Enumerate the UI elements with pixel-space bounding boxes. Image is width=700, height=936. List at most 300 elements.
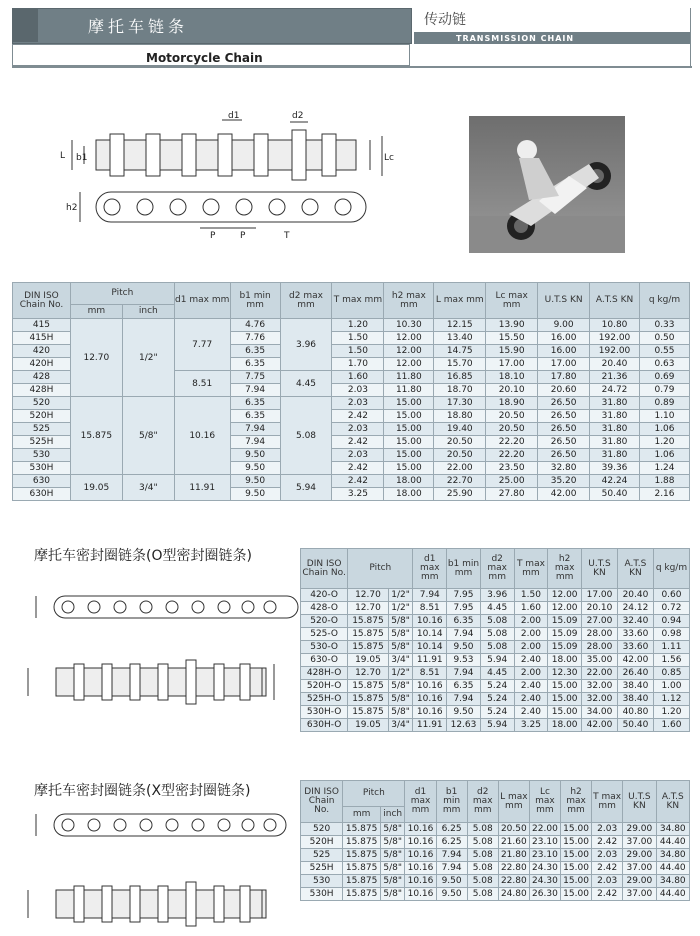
table-cell: 42.00 bbox=[538, 488, 590, 501]
table-cell: 23.10 bbox=[529, 836, 560, 849]
table-cell: 20.50 bbox=[498, 823, 529, 836]
x-col-pitch-mm: mm bbox=[343, 807, 381, 823]
table-cell: 15.875 bbox=[70, 397, 122, 475]
table-cell: 29.00 bbox=[623, 875, 656, 888]
table-cell: 28.00 bbox=[582, 641, 618, 654]
table-cell: 15.70 bbox=[434, 358, 486, 371]
table-cell: 1.20 bbox=[640, 436, 690, 449]
diagram-label-b1: b1 bbox=[76, 153, 88, 163]
table-row bbox=[301, 849, 690, 862]
table-cell: 15.00 bbox=[548, 693, 582, 706]
table-cell: 5.94 bbox=[480, 719, 514, 732]
table-cell: 525H bbox=[301, 862, 343, 875]
table-cell: 15.875 bbox=[348, 641, 388, 654]
table-cell: 25.00 bbox=[486, 475, 538, 488]
table-cell: 15.875 bbox=[348, 693, 388, 706]
table-cell: 15.00 bbox=[560, 849, 591, 862]
table-cell: 7.94 bbox=[413, 589, 447, 602]
table-cell: 525 bbox=[13, 423, 71, 436]
table-cell: 24.30 bbox=[529, 875, 560, 888]
table-cell: 15.90 bbox=[486, 345, 538, 358]
col-h2: h2 max mm bbox=[384, 283, 434, 319]
table-cell: 5.08 bbox=[467, 862, 498, 875]
table-cell: 20.40 bbox=[617, 589, 653, 602]
table-cell: 13.90 bbox=[486, 319, 538, 332]
table-cell: 7.94 bbox=[447, 693, 481, 706]
table-cell: 8.51 bbox=[413, 602, 447, 615]
table-cell: 5/8" bbox=[381, 823, 405, 836]
table-cell: 1.06 bbox=[640, 449, 690, 462]
table-cell: 11.80 bbox=[384, 384, 434, 397]
table-cell: 630-O bbox=[301, 654, 348, 667]
table-row bbox=[301, 836, 690, 849]
table-cell: 18.00 bbox=[384, 475, 434, 488]
table-cell: 5.08 bbox=[467, 823, 498, 836]
table-cell: 14.75 bbox=[434, 345, 486, 358]
table-cell: 12.15 bbox=[434, 319, 486, 332]
table-cell: 12.70 bbox=[348, 667, 388, 680]
table-cell: 5.94 bbox=[280, 475, 332, 501]
table-cell: 1.88 bbox=[640, 475, 690, 488]
table-cell: 2.03 bbox=[332, 397, 384, 410]
table-cell: 5/8" bbox=[381, 875, 405, 888]
diagram-label-d1: d1 bbox=[228, 111, 240, 121]
table-cell: 42.24 bbox=[590, 475, 640, 488]
table-cell: 22.80 bbox=[498, 875, 529, 888]
table-cell: 33.60 bbox=[617, 641, 653, 654]
category-title-cn: 传动链 bbox=[424, 12, 466, 28]
table-cell: 5/8" bbox=[388, 680, 413, 693]
category-title-en: TRANSMISSION CHAIN bbox=[456, 34, 575, 43]
diagram-label-p1: P bbox=[210, 231, 216, 241]
table-cell: 0.79 bbox=[640, 384, 690, 397]
table-row bbox=[301, 680, 690, 693]
table-cell: 9.50 bbox=[230, 462, 280, 475]
table-cell: 0.94 bbox=[653, 615, 689, 628]
table-cell: 20.50 bbox=[434, 449, 486, 462]
x-col-h2: h2 max mm bbox=[560, 781, 591, 823]
table-cell: 15.875 bbox=[343, 823, 381, 836]
table-cell: 7.95 bbox=[447, 589, 481, 602]
table-cell: 520 bbox=[13, 397, 71, 410]
table-cell: 20.10 bbox=[582, 602, 618, 615]
table-cell: 35.00 bbox=[582, 654, 618, 667]
table-cell: 26.50 bbox=[538, 410, 590, 423]
table-cell: 26.50 bbox=[538, 423, 590, 436]
table-cell: 520-O bbox=[301, 615, 348, 628]
table-cell: 1/2" bbox=[388, 602, 413, 615]
table-cell: 0.55 bbox=[640, 345, 690, 358]
table-cell: 23.50 bbox=[486, 462, 538, 475]
table-cell: 17.80 bbox=[538, 371, 590, 384]
table-cell: 525 bbox=[301, 849, 343, 862]
table-cell: 37.00 bbox=[623, 862, 656, 875]
x-col-uts: U.T.S KN bbox=[623, 781, 656, 823]
table-cell: 415H bbox=[13, 332, 71, 345]
table-cell: 6.35 bbox=[230, 358, 280, 371]
table-cell: 15.875 bbox=[343, 888, 381, 901]
table-cell: 15.00 bbox=[548, 680, 582, 693]
table-cell: 2.03 bbox=[592, 823, 623, 836]
table-cell: 31.80 bbox=[590, 436, 640, 449]
table-cell: 15.875 bbox=[348, 615, 388, 628]
table-cell: 530H bbox=[301, 888, 343, 901]
table-cell: 1.70 bbox=[332, 358, 384, 371]
table-cell: 15.50 bbox=[486, 332, 538, 345]
table-cell: 5/8" bbox=[388, 641, 413, 654]
table-cell: 2.03 bbox=[332, 423, 384, 436]
table-cell: 26.50 bbox=[538, 397, 590, 410]
table-cell: 1/2" bbox=[122, 319, 174, 397]
table-cell: 50.40 bbox=[590, 488, 640, 501]
table-cell: 24.12 bbox=[617, 602, 653, 615]
table-cell: 7.94 bbox=[436, 849, 467, 862]
table-cell: 428 bbox=[13, 371, 71, 384]
table-cell: 4.76 bbox=[230, 319, 280, 332]
chain-diagram-o-ring bbox=[26, 584, 298, 714]
table-cell: 7.94 bbox=[447, 628, 481, 641]
table-cell: 27.80 bbox=[486, 488, 538, 501]
table-cell: 11.91 bbox=[413, 654, 447, 667]
table-cell: 2.42 bbox=[592, 888, 623, 901]
table-cell: 4.45 bbox=[280, 371, 332, 397]
table-cell: 5/8" bbox=[388, 615, 413, 628]
table-cell: 17.00 bbox=[582, 589, 618, 602]
header-accent bbox=[12, 8, 38, 42]
table-cell: 4.45 bbox=[480, 667, 514, 680]
table-cell: 1.20 bbox=[653, 706, 689, 719]
table-cell: 2.42 bbox=[332, 410, 384, 423]
chain-diagram-x-ring bbox=[26, 808, 298, 934]
table-row bbox=[301, 693, 690, 706]
table-cell: 18.00 bbox=[548, 654, 582, 667]
table-cell: 20.50 bbox=[486, 410, 538, 423]
table-cell: 6.25 bbox=[436, 836, 467, 849]
table-row bbox=[301, 641, 690, 654]
table-cell: 22.70 bbox=[434, 475, 486, 488]
table-cell: 19.05 bbox=[348, 654, 388, 667]
table-row bbox=[301, 706, 690, 719]
table-cell: 40.80 bbox=[617, 706, 653, 719]
table-row bbox=[301, 615, 690, 628]
table-cell: 1.10 bbox=[640, 410, 690, 423]
table-cell: 1.50 bbox=[332, 332, 384, 345]
table-cell: 20.50 bbox=[486, 423, 538, 436]
table-cell: 38.40 bbox=[617, 680, 653, 693]
col-Lc: Lc max mm bbox=[486, 283, 538, 319]
table-cell: 5/8" bbox=[381, 849, 405, 862]
table-cell: 12.30 bbox=[548, 667, 582, 680]
table-cell: 9.50 bbox=[230, 475, 280, 488]
table-row bbox=[301, 602, 690, 615]
table-cell: 22.00 bbox=[434, 462, 486, 475]
table-cell: 1.06 bbox=[640, 423, 690, 436]
table-cell: 15.00 bbox=[384, 397, 434, 410]
x-col-din: DIN ISO Chain No. bbox=[301, 781, 343, 823]
table-cell: 530-O bbox=[301, 641, 348, 654]
table-cell: 21.60 bbox=[498, 836, 529, 849]
diagram-label-L: L bbox=[60, 151, 66, 161]
table-cell: 24.72 bbox=[590, 384, 640, 397]
table-cell: 530 bbox=[301, 875, 343, 888]
spec-table-main bbox=[12, 282, 690, 501]
table-cell: 37.00 bbox=[623, 836, 656, 849]
table-cell: 5.94 bbox=[480, 654, 514, 667]
diagram-label-p2: P bbox=[240, 231, 246, 241]
table-cell: 5.24 bbox=[480, 693, 514, 706]
table-cell: 15.875 bbox=[343, 862, 381, 875]
section-title-o-ring: 摩托车密封圈链条(O型密封圈链条) bbox=[34, 548, 252, 564]
table-cell: 18.00 bbox=[384, 488, 434, 501]
o-col-ats: A.T.S KN bbox=[617, 549, 653, 589]
table-cell: 12.63 bbox=[447, 719, 481, 732]
table-cell: 3/4" bbox=[388, 654, 413, 667]
table-cell: 2.16 bbox=[640, 488, 690, 501]
table-cell: 525H-O bbox=[301, 693, 348, 706]
table-cell: 5/8" bbox=[381, 862, 405, 875]
table-cell: 34.00 bbox=[582, 706, 618, 719]
table-cell: 15.00 bbox=[560, 875, 591, 888]
table-cell: 2.03 bbox=[332, 449, 384, 462]
table-cell: 192.00 bbox=[590, 345, 640, 358]
table-cell: 520H bbox=[13, 410, 71, 423]
table-cell: 17.00 bbox=[538, 358, 590, 371]
table-cell: 3/4" bbox=[388, 719, 413, 732]
table-cell: 18.70 bbox=[434, 384, 486, 397]
table-cell: 1/2" bbox=[388, 667, 413, 680]
table-cell: 6.35 bbox=[447, 680, 481, 693]
table-cell: 3.25 bbox=[332, 488, 384, 501]
table-cell: 15.09 bbox=[548, 615, 582, 628]
diagram-label-h2: h2 bbox=[66, 203, 78, 213]
table-cell: 42.00 bbox=[582, 719, 618, 732]
table-cell: 2.42 bbox=[332, 436, 384, 449]
table-cell: 6.25 bbox=[436, 823, 467, 836]
table-cell: 7.94 bbox=[230, 436, 280, 449]
table-cell: 10.16 bbox=[405, 836, 436, 849]
table-cell: 520 bbox=[301, 823, 343, 836]
table-cell: 16.00 bbox=[538, 345, 590, 358]
table-cell: 520H-O bbox=[301, 680, 348, 693]
table-cell: 24.30 bbox=[529, 862, 560, 875]
table-cell: 428H bbox=[13, 384, 71, 397]
table-cell: 5.24 bbox=[480, 680, 514, 693]
table-row bbox=[13, 475, 690, 488]
table-cell: 1.50 bbox=[514, 589, 548, 602]
table-cell: 2.03 bbox=[332, 384, 384, 397]
table-cell: 35.20 bbox=[538, 475, 590, 488]
table-cell: 32.00 bbox=[582, 693, 618, 706]
table-cell: 7.94 bbox=[230, 384, 280, 397]
table-cell: 18.10 bbox=[486, 371, 538, 384]
table-cell: 24.80 bbox=[498, 888, 529, 901]
table-cell: 10.14 bbox=[413, 641, 447, 654]
table-cell: 5.24 bbox=[480, 706, 514, 719]
table-cell: 26.30 bbox=[529, 888, 560, 901]
table-cell: 5.08 bbox=[480, 615, 514, 628]
table-cell: 2.42 bbox=[592, 862, 623, 875]
table-cell: 12.70 bbox=[348, 602, 388, 615]
table-cell: 3.25 bbox=[514, 719, 548, 732]
col-b1: b1 min mm bbox=[230, 283, 280, 319]
motorcycle-photo bbox=[469, 116, 625, 253]
diagram-label-Lc: Lc bbox=[384, 153, 394, 163]
table-cell: 7.95 bbox=[447, 602, 481, 615]
table-cell: 1.24 bbox=[640, 462, 690, 475]
table-cell: 26.50 bbox=[538, 449, 590, 462]
section-title-x-ring: 摩托车密封圈链条(X型密封圈链条) bbox=[34, 783, 251, 799]
table-cell: 2.40 bbox=[514, 654, 548, 667]
o-col-h2: h2 max mm bbox=[548, 549, 582, 589]
table-cell: 15.00 bbox=[560, 862, 591, 875]
table-cell: 39.36 bbox=[590, 462, 640, 475]
table-cell: 34.80 bbox=[656, 875, 689, 888]
table-cell: 19.05 bbox=[348, 719, 388, 732]
col-d1: d1 max mm bbox=[174, 283, 230, 319]
table-cell: 7.94 bbox=[230, 423, 280, 436]
col-pitch-mm: mm bbox=[70, 305, 122, 319]
table-cell: 15.00 bbox=[560, 823, 591, 836]
table-cell: 530 bbox=[13, 449, 71, 462]
table-row bbox=[301, 589, 690, 602]
header-bar bbox=[12, 8, 412, 44]
table-cell: 15.00 bbox=[384, 410, 434, 423]
table-cell: 20.10 bbox=[486, 384, 538, 397]
table-cell: 630H bbox=[13, 488, 71, 501]
table-cell: 10.16 bbox=[405, 862, 436, 875]
table-cell: 0.85 bbox=[653, 667, 689, 680]
table-cell: 5/8" bbox=[122, 397, 174, 475]
table-cell: 15.09 bbox=[548, 641, 582, 654]
table-cell: 0.50 bbox=[640, 332, 690, 345]
table-cell: 12.00 bbox=[384, 358, 434, 371]
table-cell: 15.00 bbox=[384, 462, 434, 475]
table-cell: 0.33 bbox=[640, 319, 690, 332]
table-cell: 44.40 bbox=[656, 836, 689, 849]
x-col-L: L max mm bbox=[498, 781, 529, 823]
table-cell: 15.00 bbox=[560, 888, 591, 901]
table-cell: 11.91 bbox=[174, 475, 230, 501]
table-cell: 11.80 bbox=[384, 371, 434, 384]
table-cell: 10.16 bbox=[405, 875, 436, 888]
table-cell: 31.80 bbox=[590, 449, 640, 462]
table-cell: 9.50 bbox=[447, 706, 481, 719]
table-cell: 10.16 bbox=[413, 680, 447, 693]
table-cell: 12.00 bbox=[548, 589, 582, 602]
table-cell: 50.40 bbox=[617, 719, 653, 732]
col-q: q kg/m bbox=[640, 283, 690, 319]
x-col-ats: A.T.S KN bbox=[656, 781, 689, 823]
table-cell: 16.85 bbox=[434, 371, 486, 384]
x-col-T: T max mm bbox=[592, 781, 623, 823]
table-cell: 6.35 bbox=[230, 345, 280, 358]
table-cell: 15.00 bbox=[384, 436, 434, 449]
table-cell: 0.60 bbox=[653, 589, 689, 602]
table-cell: 42.00 bbox=[617, 654, 653, 667]
o-col-din: DIN ISO Chain No. bbox=[301, 549, 348, 589]
table-cell: 4.45 bbox=[480, 602, 514, 615]
table-cell: 22.20 bbox=[486, 436, 538, 449]
table-cell: 9.53 bbox=[447, 654, 481, 667]
table-row bbox=[301, 667, 690, 680]
diagram-label-T: T bbox=[284, 231, 290, 241]
x-col-b1: b1 min mm bbox=[436, 781, 467, 823]
table-cell: 15.875 bbox=[348, 628, 388, 641]
table-cell: 5.08 bbox=[467, 888, 498, 901]
table-cell: 23.10 bbox=[529, 849, 560, 862]
table-row bbox=[13, 397, 690, 410]
table-cell: 17.00 bbox=[486, 358, 538, 371]
table-cell: 7.75 bbox=[230, 371, 280, 384]
table-cell: 9.50 bbox=[436, 888, 467, 901]
table-cell: 33.60 bbox=[617, 628, 653, 641]
table-cell: 1.11 bbox=[653, 641, 689, 654]
table-cell: 11.91 bbox=[413, 719, 447, 732]
table-cell: 2.03 bbox=[592, 849, 623, 862]
table-cell: 7.77 bbox=[174, 319, 230, 371]
table-cell: 5.08 bbox=[467, 875, 498, 888]
table-cell: 7.76 bbox=[230, 332, 280, 345]
table-cell: 31.80 bbox=[590, 397, 640, 410]
col-d2: d2 max mm bbox=[280, 283, 332, 319]
table-cell: 2.00 bbox=[514, 641, 548, 654]
table-row bbox=[301, 628, 690, 641]
o-col-T: T max mm bbox=[514, 549, 548, 589]
o-col-d1: d1 max mm bbox=[413, 549, 447, 589]
table-cell: 5/8" bbox=[381, 836, 405, 849]
table-cell: 192.00 bbox=[590, 332, 640, 345]
x-col-d2: d2 max mm bbox=[467, 781, 498, 823]
table-cell: 0.89 bbox=[640, 397, 690, 410]
table-cell: 2.03 bbox=[592, 875, 623, 888]
table-cell: 2.00 bbox=[514, 615, 548, 628]
table-cell: 630 bbox=[13, 475, 71, 488]
table-cell: 5/8" bbox=[388, 693, 413, 706]
table-cell: 6.35 bbox=[230, 397, 280, 410]
table-cell: 44.40 bbox=[656, 862, 689, 875]
x-col-d1: d1 max mm bbox=[405, 781, 436, 823]
table-cell: 2.40 bbox=[514, 693, 548, 706]
table-row bbox=[13, 319, 690, 332]
table-cell: 22.00 bbox=[529, 823, 560, 836]
table-cell: 9.50 bbox=[447, 641, 481, 654]
table-cell: 8.51 bbox=[413, 667, 447, 680]
table-cell: 630H-O bbox=[301, 719, 348, 732]
table-cell: 1.60 bbox=[653, 719, 689, 732]
col-pitch-inch: inch bbox=[122, 305, 174, 319]
header-underline bbox=[12, 66, 692, 68]
table-cell: 32.80 bbox=[538, 462, 590, 475]
table-cell: 28.00 bbox=[582, 628, 618, 641]
table-cell: 8.51 bbox=[174, 371, 230, 397]
table-cell: 1.00 bbox=[653, 680, 689, 693]
table-cell: 29.00 bbox=[623, 849, 656, 862]
table-cell: 13.40 bbox=[434, 332, 486, 345]
table-cell: 29.00 bbox=[623, 823, 656, 836]
table-cell: 5.08 bbox=[280, 397, 332, 475]
page-title-en: Motorcycle Chain bbox=[146, 51, 263, 65]
table-cell: 27.00 bbox=[582, 615, 618, 628]
o-col-b1: b1 min mm bbox=[447, 549, 481, 589]
table-cell: 9.50 bbox=[436, 875, 467, 888]
table-cell: 20.50 bbox=[434, 436, 486, 449]
page-title-cn: 摩托车链条 bbox=[88, 17, 189, 36]
table-cell: 16.00 bbox=[538, 332, 590, 345]
table-cell: 2.42 bbox=[332, 475, 384, 488]
table-cell: 0.98 bbox=[653, 628, 689, 641]
table-cell: 7.94 bbox=[436, 862, 467, 875]
table-cell: 12.00 bbox=[384, 332, 434, 345]
